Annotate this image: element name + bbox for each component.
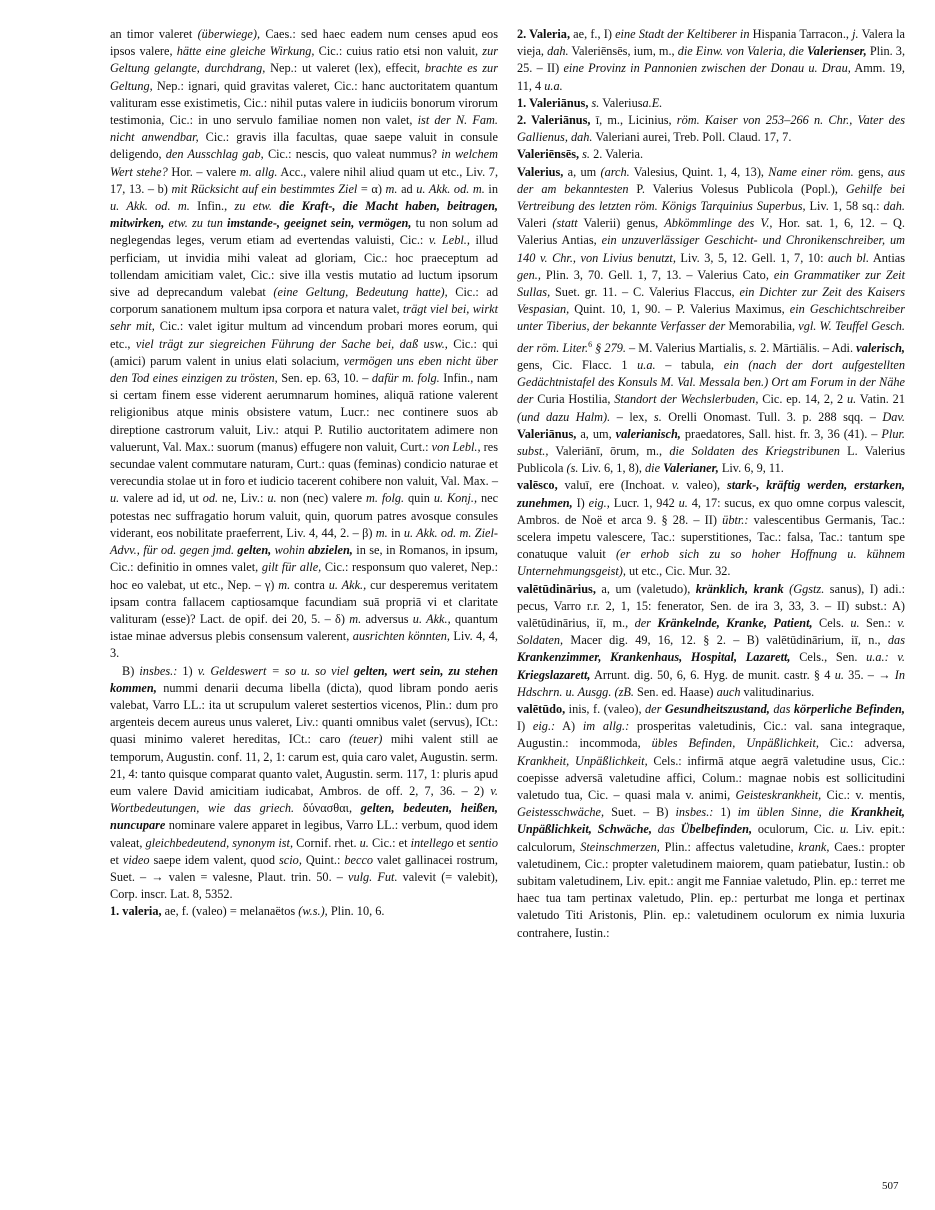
text-run: ae, f. (valeo) = melanaëtos: [161, 904, 299, 919]
text-run: valēsco,: [517, 478, 558, 493]
text-run: oculorum, Cic.: [752, 822, 840, 837]
text-run: 6: [588, 339, 593, 349]
text-run: Valeri: [517, 216, 553, 231]
text-run: krank,: [798, 839, 830, 854]
text-run: Standort der Wechslerbuden,: [614, 392, 759, 407]
text-run: Valesius, Quint. 1, 4, 13),: [629, 164, 769, 179]
text-run: valuī, ere (Inchoat.: [557, 478, 672, 493]
text-run: nominare valere apparet in legibus, Varro LL.: verbum, quod idem valeat,: [110, 818, 498, 850]
text-run: j.: [852, 27, 859, 41]
text-run: od.: [202, 491, 219, 506]
text-run: Valerius,: [517, 164, 564, 179]
text-run: Hor. sat. 1, 6, 12. – Q. Valerius Antias,: [517, 216, 906, 248]
text-run: In Hdschrn. u. Ausgg. (zB.: [517, 667, 905, 699]
text-run: sanus), I) adi.: pecus, Varro r.r. 2, 1, 15: fenerator, Sen. de ira 3, 33, 3. – II) subst.: A) valētūdinārius, iī, m.,: [517, 581, 905, 630]
text-run: Valerianer,: [660, 461, 719, 476]
text-run: m.: [375, 525, 388, 540]
text-run: zu etw.: [234, 199, 272, 214]
text-run: u.: [850, 616, 860, 630]
text-run: δύνασθαι,: [294, 801, 361, 816]
dictionary-entry: [517, 146, 905, 163]
text-run: Cels., Sen.: [790, 650, 867, 665]
text-run: quin: [404, 491, 434, 506]
text-run: Krankenzimmer, Krankenhaus, Hospital, Lazarett,: [517, 650, 791, 665]
text-run: I): [517, 719, 533, 734]
text-run: Gehilfe bei Vertreibung des letzten röm. Königs Tarquinius Superbus,: [517, 181, 905, 214]
text-run: (eine Geltung, Bedeutung hatte),: [273, 285, 448, 300]
text-run: u. Akk. od. m. Ziel-Advv., für od. gegen jmd.: [110, 525, 498, 558]
text-run: die Kraft-, die Macht haben, beitragen, mitwirken,: [110, 199, 498, 231]
text-run: 35. – →: [843, 667, 895, 682]
text-run: Valerius: [599, 95, 643, 110]
text-run: nummi denarii decuma libella (dicta), quod libram pondo aeris valebat, Varro LL.: ita ut scrupulum valeret sestertios vicenos, Plin.: dum pro argenteis decem aureus unus valeret, Liv.: quanti omnibus valet (servus), ICt.: quasi minimo valeret hereditas, ICt.: caro: [110, 680, 498, 747]
text-run: (Ggstz.: [789, 581, 825, 596]
text-run: Cic.: ad corporum sanationem multum ipsa corpora et natura valet,: [110, 285, 498, 317]
text-run: P. Valerius Volesus Publicola (Popl.),: [628, 181, 846, 196]
text-run: ein (nach der dort aufgestellten Gedächtnistafel des Konsuls M. Val. Messala ben.) Ort am Forum in der Nähe der: [517, 357, 905, 407]
text-run: Kränkelnde, Kranke, Patient,: [650, 616, 813, 630]
text-run: a, um,: [576, 426, 616, 441]
text-run: Liv. 1, 58 sq.:: [805, 199, 884, 214]
text-run: Cornif. rhet.: [293, 835, 360, 850]
text-run: brachte es zur Geltung,: [110, 61, 498, 93]
text-run: § 279.: [592, 340, 626, 355]
text-run: eig.:: [532, 719, 556, 734]
text-run: (teuer): [348, 732, 383, 747]
text-run: den Ausschlag gab,: [165, 147, 264, 162]
text-run: Sen.:: [859, 616, 898, 630]
text-run: Quint.:: [301, 852, 345, 867]
text-run: Curia Hostilia,: [533, 392, 615, 407]
text-run: valitudinarius.: [740, 684, 815, 699]
text-run: Hispania Tarracon.,: [749, 27, 853, 41]
text-run: eine Provinz in Pannonien zwischen der Donau u. Drau,: [563, 61, 851, 76]
text-run: Kriegslazarett,: [517, 667, 591, 682]
text-run: saepe idem valent, quod: [149, 852, 280, 867]
text-run: s.: [653, 409, 662, 424]
text-run: intellego: [410, 835, 454, 850]
text-run: Krankheit, Unpäßlichkeit, Schwäche,: [517, 805, 905, 837]
text-run: Lucr. 1, 942: [609, 495, 679, 510]
text-run: non (nec) valere: [276, 491, 366, 506]
text-run: m. allg.: [239, 164, 278, 179]
text-run: abzielen,: [308, 543, 353, 558]
text-run: 2. Valeria,: [517, 27, 571, 41]
text-run: Valeriānus,: [517, 426, 577, 441]
text-run: u.a.: v.: [866, 650, 906, 665]
text-run: dah.: [883, 199, 905, 214]
dictionary-entry: [517, 164, 905, 478]
text-run: Valeriānī, ōrum, m.,: [548, 443, 670, 458]
text-run: ad: [397, 181, 417, 196]
text-run: 4, 17: sucus, ex quo omne corpus valescit, Ambros. de Noë et arca 9. § 28. – II): [517, 495, 906, 527]
text-run: adversus: [361, 611, 413, 626]
text-run: v. Geldeswert = so u. so viel: [197, 663, 349, 678]
text-run: s.: [591, 95, 600, 110]
text-run: Quint. 10, 1, 90. – P. Valerius Maximus,: [569, 302, 790, 317]
text-run: et: [453, 835, 469, 850]
text-run: ī, m., Licinius,: [590, 113, 677, 128]
text-run: an timor valeret: [110, 27, 198, 41]
text-run: 2. Valeriānus,: [517, 113, 591, 128]
left-column: [110, 26, 498, 921]
text-run: gens,: [853, 164, 888, 179]
text-run: Nep.: ignari, quid gravitas valeret, Cic.: hanc auctoritatem quantum valituram esse existimetis, Cic.: nihil putas valere in iudiciis bonorum virorum testimonia, Cic.: in uno servulo familiae nomen non valet,: [110, 78, 498, 128]
text-run: dah.: [547, 44, 569, 59]
text-run: u. Konj.,: [433, 491, 478, 506]
text-run: die: [645, 461, 661, 476]
text-run: imstande-, geeignet sein, vermögen,: [227, 216, 412, 231]
text-run: Antias: [869, 250, 905, 265]
text-run: gilt für alle,: [261, 560, 322, 575]
text-run: wohin: [271, 543, 309, 558]
text-run: u. Akk. od. m.: [110, 199, 190, 214]
text-run: L. Valerius Publicola: [517, 443, 906, 476]
text-run: Krankheit, Unpäßlichkeit,: [517, 753, 648, 768]
text-run: valet gallinacei rostrum, Suet. – → valen = valesne, Plaut. trin. 50. –: [110, 852, 499, 884]
text-run: Übelbefinden,: [674, 822, 753, 837]
text-run: Liv. epit.: calculorum,: [517, 822, 905, 854]
text-run: a, um (valetudo),: [595, 581, 696, 596]
text-run: gens, Cic. Flacc. 1: [517, 357, 638, 372]
text-run: Valerii) genus,: [577, 216, 665, 231]
text-run: Valera la vieja,: [517, 27, 906, 59]
text-run: Dav.: [882, 409, 906, 424]
text-run: gelten, bedeuten, heißen, nuncupare: [110, 801, 498, 833]
text-run: Cic.: qui (amici) parum valent in unius elati solacium,: [110, 336, 498, 368]
text-run: u.: [834, 667, 844, 682]
text-run: Infin.,: [189, 199, 235, 214]
text-run: der: [645, 702, 662, 717]
text-run: valētūdinārius,: [517, 581, 596, 596]
text-run: (überwiege),: [197, 27, 261, 41]
text-run: valescentibus Germanis, Tac.: scelera impetu valescere, Tac.: superstitiones, Tac.: falsa, Tac.: tantum spe conatuque valuit: [517, 512, 906, 562]
text-run: gleichbedeutend, synonym ist,: [145, 835, 294, 850]
text-run: cur desperemus veritatem ipsam contra fallacem captiosamque facundiam suā propriā vi et claritate valituram (esse)? Lact. de opif. dei 20, 5. – δ): [110, 577, 499, 626]
text-run: u.a.: [544, 78, 563, 93]
text-run: (und dazu Halm).: [517, 409, 611, 424]
text-run: valētūdo,: [517, 702, 566, 717]
text-run: Plin. 3, 25. – II): [517, 44, 906, 76]
text-run: Suet. – B): [604, 805, 676, 820]
text-run: Liv. 4, 4, 3.: [110, 629, 498, 661]
text-run: der: [634, 616, 651, 630]
text-run: viel trägt zur siegreichen Führung der Sache bei, daß usw.,: [135, 336, 448, 351]
text-run: – M. Valerius Martialis,: [625, 340, 750, 355]
text-run: v. Lebl.,: [428, 233, 470, 248]
text-run: Sen. ep. 63, 10. –: [277, 371, 372, 386]
text-run: 2. Mārtiālis. – Adi.: [757, 340, 857, 355]
text-run: Sen. ed. Haase): [633, 684, 717, 699]
text-run: video: [122, 852, 150, 867]
text-run: das: [651, 822, 675, 837]
text-run: u.: [678, 495, 688, 510]
text-run: Cic.: gravis illa facultas, quae saepe valuit in consule deligendo,: [110, 130, 498, 162]
text-run: ne, Liv.:: [218, 491, 268, 506]
text-run: s.: [582, 147, 591, 162]
text-run: u. Akk. od. m.: [416, 181, 485, 196]
text-run: zur Geltung gelangte, durchdrang,: [110, 44, 499, 76]
text-run: in se, in Romanos, in ipsum, Cic.: definitio in omnes valet,: [110, 543, 498, 575]
text-run: auch: [716, 684, 741, 699]
dictionary-entry: [517, 112, 905, 146]
text-run: u. Akk.,: [412, 611, 451, 626]
text-run: 2. Valeria.: [590, 147, 644, 162]
text-run: Cic.: v. mentis,: [821, 788, 905, 803]
text-run: Liv. 6, 1, 8),: [578, 461, 645, 476]
text-run: v. Wortbedeutungen, wie das griech.: [110, 783, 498, 816]
text-run: gelten,: [234, 543, 272, 558]
text-run: Liv. 3, 5, 12. Gell. 1, 7, 10:: [675, 250, 828, 265]
text-run: Plin.: affectus valetudine,: [659, 839, 799, 854]
text-run: vermögen uns eben nicht über den Tod eines einzigen zu trösten,: [110, 353, 498, 386]
text-run: ausrichten könnten,: [352, 629, 450, 644]
text-run: u.: [839, 822, 850, 837]
text-run: dafür m. folg.: [371, 371, 440, 386]
text-run: Cic. ep. 14, 2, 2: [758, 392, 847, 407]
text-run: Plur. subst.,: [517, 426, 905, 458]
text-run: (s.: [566, 461, 579, 476]
text-run: m. folg.: [366, 491, 405, 506]
text-run: v. Soldaten,: [517, 616, 905, 648]
text-run: a.E.: [642, 95, 663, 110]
text-run: s.: [749, 340, 757, 355]
text-run: Valeriēnsēs, ium, m.,: [568, 44, 678, 59]
text-run: Liv. 6, 9, 11.: [718, 461, 784, 476]
text-run: Cic.: cuius ratio etsi non valuit,: [314, 44, 483, 59]
text-run: Cic.: responsum quo valeret, Nep.: hoc eo valebat, ut etc., Nep. – γ): [110, 560, 498, 592]
text-run: u. Akk.,: [328, 577, 367, 592]
text-run: valere ad id, ut: [119, 491, 203, 506]
text-run: Abkömmlinge des V.,: [664, 216, 773, 231]
text-run: (statt: [552, 216, 578, 231]
text-run: inis, f. (valeo),: [565, 702, 646, 717]
text-run: (arch.: [600, 164, 630, 179]
text-run: Gesundheitszustand,: [661, 702, 770, 717]
text-run: gelten, wert sein, zu stehen kommen,: [110, 663, 498, 695]
text-run: praedatores, Sall. hist. fr. 3, 36 (41). –: [680, 426, 882, 441]
text-run: Cic.: et: [368, 835, 411, 850]
text-run: das: [769, 702, 791, 717]
text-run: v.: [671, 478, 680, 493]
text-run: Plin. 3, 70. Gell. 1, 7, 13. – Valerius Cato,: [540, 267, 774, 282]
text-run: Hor. – valere: [167, 164, 240, 179]
text-run: gen.,: [517, 267, 541, 282]
text-run: im allg.:: [582, 719, 630, 734]
text-run: stark-, kräftig werden, erstarken, zunehmen,: [517, 478, 906, 510]
text-run: illud perficiam, ut invidia mihi valeat ad gloriam, Cic.: hoc praeceptum ad tollendam amicitiam valet, Cic.: sive illa vestis mutatio ad luctum ipsorum sive ad deprecandum valebat: [110, 233, 498, 300]
text-run: (er erhob sich zu so hoher Hoffnung u. kühnem Unternehmungsgeist),: [517, 547, 905, 579]
text-run: becco: [344, 852, 374, 867]
text-run: Geistesschwäche,: [517, 805, 605, 820]
text-run: u.: [359, 835, 369, 850]
text-run: Infin., nam si certam finem esse viderent aerumnarum homines, aliquā ratione valerent religionibus atque minis obsistere vatum, Lucr.: nec continere suos ab direptione castrorum valuit, Liv.: atqui P. Rutilio auctoritatem adimere non valuerunt, Val. Max.: suorum (manus) effugere non valuit, Curt.:: [110, 371, 498, 454]
text-run: ein unzuverlässiger Geschicht- und Chronikenschreiber, um 140 v. Chr., von Livius benutzt,: [517, 233, 905, 265]
text-run: Acc., valere nihil aliud quam ut etc., Liv. 7, 17, 13. – b): [110, 164, 499, 196]
text-run: (w.s.),: [298, 904, 328, 919]
text-run: valeo),: [679, 478, 727, 493]
text-run: mit Rücksicht auf ein bestimmtes Ziel: [171, 181, 358, 196]
text-run: mihi valent still ae temporum, Augustin. conf. 11, 2, 1: carum est, quia caro valet, Augustin. serm. 21, 4: tanto quisque comparat quanto valet, Augustin. serm. 117, 1: pluris apud eum valere David amicitiam iudicabat, Ambros. de off. 2, 7, 36. – 2): [110, 732, 498, 798]
text-run: res secundae valent commutare naturam, Curt.: quas (feminas) condicio naturae et verecundia stolae ut in foro et iudicio tacerent cohibere non valuit, Val. Max. –: [110, 439, 499, 489]
text-run: u.: [846, 392, 857, 407]
text-run: Plin. 10, 6.: [327, 904, 385, 919]
text-run: ut etc., Cic. Mur. 32.: [625, 564, 731, 579]
text-run: valerisch,: [856, 340, 905, 355]
text-run: 1. valeria,: [110, 904, 162, 919]
text-run: insbes.:: [139, 663, 178, 678]
text-run: u.: [267, 491, 277, 506]
text-run: trägt viel bei, wirkt sehr mit,: [110, 302, 499, 334]
text-run: 1. Valeriānus,: [517, 95, 589, 110]
dictionary-entry: [517, 26, 905, 95]
text-run: Macer dig. 49, 16, 12. § 2. – B) valētūdinārium, iī, n.,: [563, 633, 888, 648]
text-run: nec potestas nec suffragatio horum valuit, quin, quorum patres avosque consules viderant, eos nobilitate praeferrent, Liv. 4, 44, 2. – β): [110, 491, 499, 540]
dictionary-entry: [517, 477, 905, 580]
text-run: m.: [349, 611, 362, 626]
text-run: Cels.: infirmā atque aegrā valetudine usus, Cic.: coepisse adversā valetudine affici, Colum.: magnae nobis est sollicitudini valetudo tua, Cic. – quasi mala v. animi,: [517, 753, 905, 803]
text-run: etw. zu tun: [164, 216, 228, 231]
dictionary-entry: [517, 701, 905, 942]
text-run: Valerienser,: [803, 44, 867, 59]
text-run: übles Befinden, Unpäßlichkeit,: [651, 736, 819, 751]
text-run: kränklich, krank: [695, 581, 784, 596]
text-run: körperliche Befinden,: [790, 702, 905, 717]
text-run: die Einw. von Valeria, die: [677, 44, 804, 59]
text-run: Caes.: propter valetudinem, Cic.: propter valetudinem maiorem, quam patiebatur, Iustin.: ob subitam valetudinem, Liv. epit.: angit me Fanniae valetudo, Plin. ep.: terret me haec tua tam pertinax valetudo, Plin. ep.: perturbat me longa et pertinax valetudo Titi Aristonis, Plin. ep.: valetudinem oculorum ex nimia luxuria contrahere, Iustin.:: [517, 839, 905, 940]
text-run: Orelli Onomast. Tull. 3. p. 288 sqq. –: [661, 409, 883, 424]
text-run: quantum istae minae adversus plebis consensum valerent,: [110, 611, 498, 644]
text-run: Geisteskrankheit,: [735, 788, 822, 803]
text-run: Valeriani aurei, Treb. Poll. Claud. 17, 7.: [592, 130, 792, 145]
text-run: Name einer röm.: [768, 164, 854, 179]
right-column: [517, 26, 905, 942]
text-run: ein Dichter zur Zeit des Kaisers Vespasian,: [517, 285, 906, 317]
text-run: u.a.: [637, 357, 656, 372]
text-run: Valeriēnsēs,: [517, 147, 580, 162]
text-run: Arrunt. dig. 50, 6, 6. Hyg. de munit. castr. § 4: [590, 667, 835, 682]
text-run: m.: [278, 577, 291, 592]
text-run: m.: [385, 181, 398, 196]
text-run: Suet. gr. 11. – C. Valerius Flaccus,: [550, 285, 740, 300]
dictionary-entry: [517, 581, 905, 701]
text-run: tu non solum ad neglegendas leges, verum etiam ad evertendas valuisti, Cic.:: [110, 216, 498, 248]
text-run: in: [387, 525, 404, 540]
text-run: im üblen Sinne, die: [737, 805, 844, 820]
text-run: Cic.: valet igitur multum ad vincendum probari mores eorum, qui etc.,: [110, 319, 498, 351]
text-run: vulg. Fut.: [348, 869, 398, 884]
text-run: die Soldaten des Kriegstribunen: [669, 443, 840, 458]
text-run: Nep.: ut valeret (lex), effecit,: [265, 61, 425, 76]
text-run: Amm. 19, 11, 4: [517, 61, 905, 93]
text-run: eig.,: [588, 495, 610, 510]
text-run: scio,: [279, 852, 302, 867]
text-run: Caes.: sed haec eadem num censes apud eos ipsos valere,: [110, 27, 498, 59]
dictionary-entry: [517, 95, 905, 112]
text-run: ae, f., I): [570, 27, 616, 41]
text-run: I): [572, 495, 589, 510]
text-run: vgl. W. Teuffel Gesch. der röm. Liter.: [517, 319, 905, 355]
text-run: 1): [177, 663, 198, 678]
text-run: ein Grammatiker zur Zeit Sullas,: [517, 267, 905, 300]
dictionary-entry: [110, 663, 498, 904]
text-run: röm. Kaiser von 253–266 n. Chr., Vater des Gallienus, dah.: [517, 113, 905, 145]
page-number: 507: [882, 1180, 899, 1192]
text-run: u.: [110, 491, 120, 506]
text-run: auch bl.: [828, 250, 870, 265]
text-run: eine Stadt der Keltiberer in: [615, 27, 750, 41]
text-run: insbes.:: [675, 805, 714, 820]
text-run: prosperitas valetudinis, Cic.: val. sana integraque, Augustin.: incommoda,: [517, 719, 906, 751]
text-run: aus der am bekanntesten: [517, 164, 906, 196]
dictionary-entry: [110, 903, 498, 920]
text-run: A): [555, 719, 583, 734]
text-run: valevit (= valebit), Corp. inscr. Lat. 8, 5352.: [110, 869, 498, 902]
text-run: Cic.: nescis, quo valeat nummus?: [263, 147, 442, 162]
text-run: valerianisch,: [615, 426, 681, 441]
text-run: übtr.:: [722, 512, 749, 527]
text-run: ein Geschichtschreiber unter Tiberius, der bekannte Verfasser der: [517, 302, 905, 334]
text-run: 1): [713, 805, 738, 820]
text-run: ist der N. Fam. nicht anwendbar,: [110, 113, 499, 145]
text-run: das: [887, 633, 905, 648]
text-run: Steinschmerzen,: [580, 839, 660, 854]
text-run: = α): [357, 181, 386, 196]
text-run: a, um: [563, 164, 601, 179]
text-run: sentio: [468, 835, 498, 850]
text-run: B): [122, 663, 140, 678]
text-run: in welchem Wert stehe?: [110, 147, 498, 179]
dictionary-entry: [110, 26, 498, 663]
text-run: et: [110, 852, 123, 867]
text-run: contra: [290, 577, 329, 592]
text-run: Cic.: adversa,: [818, 736, 905, 751]
text-run: – lex,: [610, 409, 654, 424]
text-run: Cels.: [812, 616, 851, 630]
text-run: – tabula,: [655, 357, 724, 372]
text-run: in: [484, 181, 498, 196]
text-run: Memorabilia,: [725, 319, 799, 334]
text-run: von Lebl.,: [431, 439, 481, 454]
text-run: hätte eine gleiche Wirkung,: [176, 44, 315, 59]
text-run: Vatin. 21: [856, 392, 905, 407]
